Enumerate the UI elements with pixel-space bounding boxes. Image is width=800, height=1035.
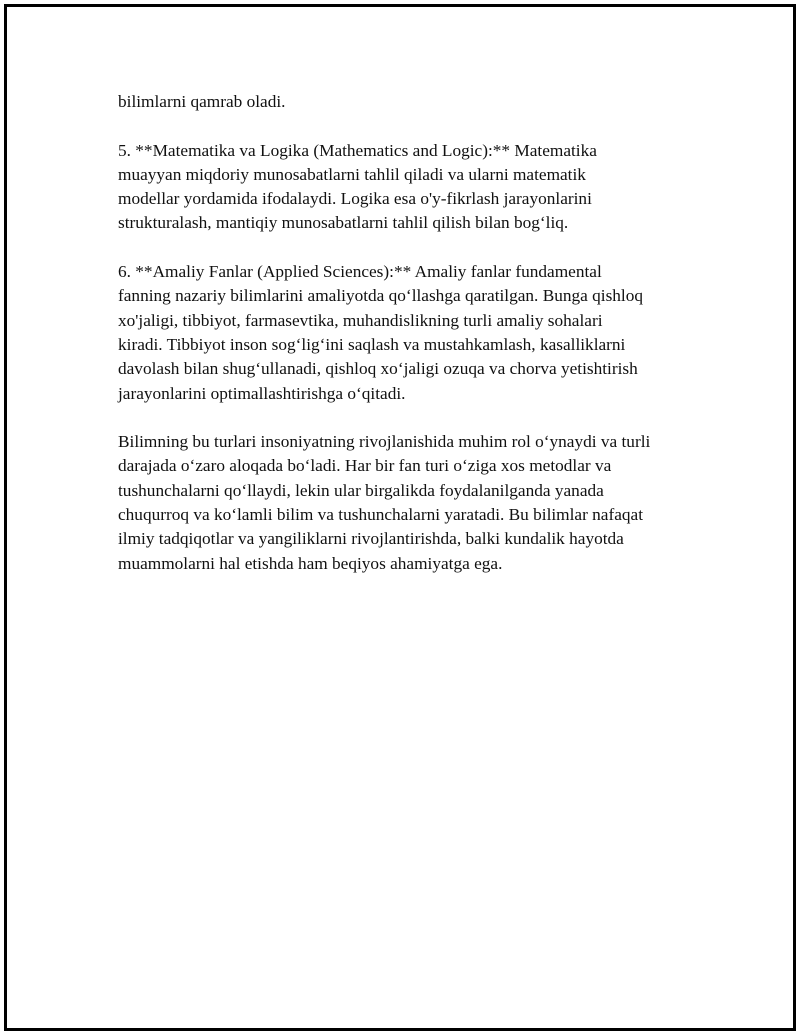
paragraph-math-logic [118, 139, 698, 236]
text-line: ilmiy tadqiqotlar va yangiliklarni rivojlantirishda, balki kundalik hayotda [118, 529, 624, 549]
paragraph-applied-sciences [118, 260, 698, 406]
text-line: davolash bilan shug‘ullanadi, qishloq xo‘jaligi ozuqa va chorva yetishtirish [118, 359, 638, 379]
text-line: kiradi. Tibbiyot inson sog‘lig‘ini saqlash va mustahkamlash, kasalliklarni [118, 334, 626, 354]
text-line: strukturalash, mantiqiy munosabatlarni tahlil qilish bilan bog‘liq. [118, 213, 569, 233]
text-line: modellar yordamida ifodalaydi. Logika esa o'y-fikrlash jarayonlarini [118, 189, 592, 209]
text-line: fanning nazariy bilimlarini amaliyotda qo‘llashga qaratilgan. Bunga qishloq [118, 286, 644, 306]
text-line: muayyan miqdoriy munosabatlarni tahlil qiladi va ularni matematik [118, 164, 586, 184]
text-line: tushunchalarni qo‘llaydi, lekin ular birgalikda foydalanilganda yanada [118, 480, 604, 500]
text-line: chuqurroq va ko‘lamli bilim va tushunchalarni yaratadi. Bu bilimlar nafaqat [118, 505, 644, 525]
paragraph-conclusion [118, 430, 698, 576]
text-line: 5. **Matematika va Logika (Mathematics and Logic):** Matematika [118, 140, 597, 160]
text-line: xo'jaligi, tibbiyot, farmasevtika, muhandislikning turli amaliy sohalari [118, 310, 603, 330]
text-line: 6. **Amaliy Fanlar (Applied Sciences):** Amaliy fanlar fundamental [118, 262, 602, 282]
text-line: jarayonlarini optimallashtirishga o‘qitadi. [118, 383, 406, 403]
text-line: darajada o‘zaro aloqada bo‘ladi. Har bir fan turi o‘ziga xos metodlar va [118, 456, 612, 476]
document-body [118, 90, 698, 600]
text-line: muammolarni hal etishda ham beqiyos ahamiyatga ega. [118, 553, 503, 573]
paragraph-continuation [118, 90, 698, 114]
text-line: Bilimning bu turlari insoniyatning rivojlanishida muhim rol o‘ynaydi va turli [118, 432, 651, 452]
text-line: bilimlarni qamrab oladi. [118, 92, 286, 111]
